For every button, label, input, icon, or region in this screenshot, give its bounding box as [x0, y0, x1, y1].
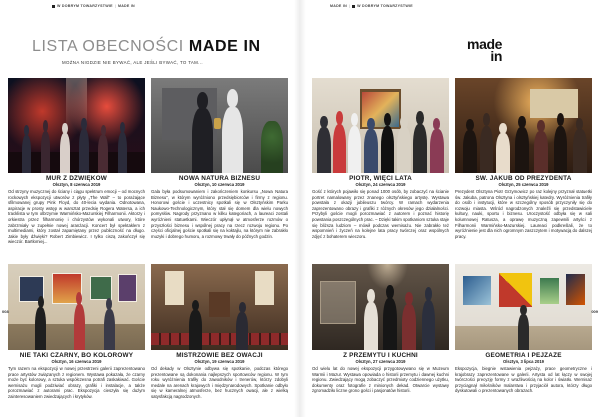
- article-mistrzowie-bez-owacji: [151, 352, 288, 416]
- performer-figure: [98, 135, 108, 173]
- visitor-figure: [422, 300, 436, 350]
- article-nie-taki-czarny: [8, 352, 145, 416]
- person-suit: [192, 108, 213, 173]
- guest-figure: [364, 129, 378, 173]
- article-date: Olsztyn, 3 lipca 2019: [503, 359, 544, 364]
- article-nowa-natura-biznesu: [151, 175, 288, 259]
- guest-figure: [348, 126, 362, 174]
- article-body: Tym razem na ekspozycji w nowej przestrzeni galerii zaprezentowano prace artystów związanych z regionem. Wystawa pokazała, że czarny może być kolorowy, a sztuka współczesna potrafi zaskakiwać. Goście wernisażu mogli podziwiać obrazy, grafiki i instalacje, a także porozmawiać z autorami prac. Ekspozycja cieszyła się dużym zainteresowaniem zwiedzających i krytyków.: [8, 366, 145, 399]
- article-title: ŚW. JAKUB OD PREZYDENTA: [475, 175, 572, 182]
- guest-figure: [381, 126, 395, 174]
- award-statuette: [214, 118, 221, 129]
- window: [165, 271, 184, 305]
- article-date: Olsztyn, 19 czerwca 2019: [194, 359, 245, 364]
- article-title: NIE TAKI CZARNY, BO KOLOROWY: [19, 352, 134, 359]
- guest-figure: [430, 129, 444, 173]
- attendee-figure: [189, 310, 201, 350]
- seat-row: [151, 333, 288, 345]
- page-title: [32, 38, 261, 56]
- header-separator: |: [114, 4, 116, 8]
- photo-gala-hall: [455, 78, 592, 173]
- painting: [499, 273, 532, 307]
- audience-figure: [573, 129, 587, 173]
- article-body: Od strzyny muzycznej do ściany i ciągu spektrum emocji – od mocnych rockowych ekspozycji utworów z płyty „The Wall” – to porażające sfilmowanej grupy Pink Floyd, do 40-lecia wydania. Odnotowana, aspiracje w prosty wstęp w warsztat przedsię Rogera Watersa, a ich tracklista w tym olbrzymie Warmińsko-Mazurskiej Filharmonii. Aktorzy i orkiestra przez filharmonię i chórzystów wykonali utwory, które zabrzmiały w zupełnie nowej aranżacji. Koncert był spektaklem z multimediami, który został zapamiętany przez publiczność na długo. Jakie były dźwięki? Robert Zimbiewicz. I tylko ciszą zakończył się wieczór. Bartłomiej...: [8, 189, 145, 245]
- photo-concert-stage: [8, 78, 145, 173]
- page-number-left: 008: [2, 309, 9, 314]
- article-geometria-i-pejzaze: [455, 352, 592, 416]
- window: [255, 271, 274, 305]
- article-date: Olsztyn, 27 czerwca 2019: [355, 359, 406, 364]
- visitor-figure: [74, 304, 85, 350]
- page-subtitle: MOŻNA NIGDZIE NIE BYWAĆ, ALE JEŚLI BYWAĆ, TO TAM...: [62, 60, 203, 65]
- article-title: MUR Z DŹWIĘKÓW: [45, 175, 107, 182]
- article-body: Gość z których pojawiło się ponad 1000 osób, by zobaczyć na ścianie portret namalowany przez znanego olsztyńskiego artystę. Wystawa powstała z okazji jubileuszu twórcy. W ramach wydarzenia zaprezentowano obrazy i grafiki z różnych okresów jego działalności. Przybyli goście mogli porozmawiać z autorem i poznać historię powstania poszczególnych prac. – Dzięki takim spotkaniom sztuka staje się bliższa ludziom – mówił podczas wernisażu. Nie zabrakło też wspomnień i życzeń na kolejne lata pracy twórczej oraz wspólnych zdjęć z bohaterem wieczoru.: [312, 189, 449, 239]
- article-date: Olsztyn, 25 czerwca 2019: [498, 182, 549, 187]
- speaker-desk: [209, 292, 231, 318]
- article-title: PIOTR, WIĘCI LATA: [349, 175, 412, 182]
- article-title: NOWA NATURA BIZNESU: [178, 175, 261, 182]
- article-sw-jakub: [455, 175, 592, 259]
- audience-figure: [496, 133, 510, 173]
- performer-figure: [60, 133, 70, 173]
- audience-figure: [463, 130, 477, 173]
- audience-figure: [480, 126, 494, 174]
- stage-screen: [530, 89, 578, 118]
- article-date: Olsztyn, 24 czerwca 2019: [355, 182, 406, 187]
- visitor-figure: [104, 309, 115, 350]
- header-square-icon: [52, 5, 55, 8]
- performer-figure: [79, 129, 89, 173]
- article-body: Od dekady w Olsztynie odbywa się spotkanie, podczas którego prezentowane są dokonania najlepszych sportowców regionu. W tym roku wyróżnienia trafiły do zawodników i trenerów, którzy zdobyli medale na arenach krajowych i międzynarodowych. Spotkanie odbyło się w kameralnej atmosferze, bez hucznych owacji, ale z wielką satysfakcją nagrodzonych.: [151, 366, 288, 399]
- visitor-figure: [518, 314, 529, 350]
- article-body: Gala była podsumowaniem i zakończeniem konkursu „Nowa Natura Biznesu”, w którym wyróżniono przedsiębiorców i firmy z regionu. Honorowi goście i uczestnicy spotkali się w Olsztyńskim Parku Naukowo-Technologicznym, który stał się domem dla wielu nowych pomysłów. Nagrody przyznano w kilku kategoriach, a laureaci zostali wyróżnieni statuetkami. Wieczór upłynął w atmosferze rozmów o przyszłości biznesu i wspólnej pracy na rzecz rozwoju regionu. Po części oficjalnej goście spotkali się na koktajlu, na którym nie zabrakło muzyki i dobrego humoru, a rozmowy trwały do późnych godzin.: [151, 189, 288, 239]
- made-in-logo: [458, 38, 502, 62]
- visitor-figure: [35, 307, 46, 350]
- performer-figure: [118, 132, 128, 173]
- audience-figure: [515, 127, 529, 173]
- page-fold: [294, 0, 306, 417]
- photo-exhibition-room: [8, 264, 145, 350]
- header-section: W DOBRYM TOWARZYSTWIE: [57, 4, 113, 8]
- article-body: Ekspozycja, biegnie wstawienia pejzaży, prace geometryczne i krajobrazy zaprezentowane w galerii. Artysta od lat łączy w swojej twórczości precyzję formy z wrażliwością na kolor i światło. Wernisaż przyciągnął miłośników malarstwa i przyjaciół autora, którzy długo dyskutowali o prezentowanych obrazach.: [455, 366, 592, 394]
- header-square-icon: [352, 5, 355, 8]
- article-date: Olsztyn, 8 czerwca 2019: [52, 182, 101, 187]
- photo-award-ceremony: [151, 78, 288, 173]
- running-header-right: [330, 4, 413, 8]
- article-mur-z-dzwiekow: [8, 175, 145, 259]
- running-header-left: [52, 4, 135, 8]
- audience-figure: [534, 131, 548, 173]
- plant: [261, 121, 283, 173]
- title-bold: MADE IN: [188, 38, 261, 55]
- header-separator: |: [348, 4, 351, 8]
- header-brand: MADE IN: [117, 4, 135, 8]
- article-date: Olsztyn, 16 czerwca 2019: [51, 359, 102, 364]
- artwork: [90, 276, 112, 300]
- logo-line-1: made: [467, 36, 502, 52]
- logo-line-2: in: [490, 48, 502, 64]
- guest-figure: [397, 127, 411, 173]
- article-title: GEOMETRIA I PEJZAŻE: [485, 352, 562, 359]
- photo-museum-exhibit: [312, 264, 449, 350]
- header-brand: MADE IN: [330, 4, 347, 8]
- title-light: LISTA OBECNOŚCI: [32, 38, 184, 55]
- visitor-figure: [383, 298, 397, 350]
- article-title: Z PRZEMYTU I KUCHNI: [343, 352, 418, 359]
- performer-figure: [22, 135, 32, 173]
- article-body: Prezydent Olsztyna Piotr Grzymowicz po raz kolejny przyznał statuetki św. Jakuba, patrona Olsztyna i olsztyńskiej katedry. Wyróżnienia trafiły do osób i instytucji, które w szczególny sposób przyczyniły się do rozwoju miasta. Wśród nagrodzonych znaleźli się przedstawiciele kultury, nauki, sportu i biznesu. Uroczystość odbyła się w sali kolumnowej Ratusza, a oprawę muzyczną zapewnili artyści z Filharmonii Warmińsko-Mazurskiej. Laureaci podkreślali, że to wyróżnienie jest dla nich ogromnym zaszczytem i motywacją do dalszej pracy.: [455, 189, 592, 239]
- person-light-shirt: [222, 107, 243, 174]
- guest-figure: [413, 124, 427, 173]
- guest-figure: [333, 124, 347, 173]
- header-section: W DOBRYM TOWARZYSTWIE: [357, 4, 413, 8]
- painting: [540, 278, 559, 304]
- guest-figure: [317, 127, 331, 173]
- article-title: MISTRZOWIE BEZ OWACJI: [176, 352, 263, 359]
- article-body: Od wielu lat do nowej ekspozycji przygotowywano się w Muzeum Warmii i Mazur. Wystawa opowiada o historii przemytu i dawnej kuchni regionu. Zwiedzający mogą zobaczyć przedmioty codziennego użytku, dokumenty oraz fotografie z minionych dekad. Otwarcie wystawy zgromadziło liczne grono gości i pasjonatów historii.: [312, 366, 449, 394]
- display-case: [320, 281, 356, 324]
- photo-gallery-paintings: [455, 264, 592, 350]
- audience-figure: [554, 126, 568, 174]
- article-z-przemytu-i-kuchni: [312, 352, 449, 416]
- photo-ceremony-hall: [151, 264, 288, 350]
- painting: [463, 276, 490, 305]
- attendee-figure: [236, 312, 248, 350]
- article-piotr: [312, 175, 449, 259]
- performer-figure: [41, 131, 51, 173]
- visitor-figure: [364, 302, 378, 350]
- photo-group-portrait: [312, 78, 449, 173]
- painting: [566, 274, 585, 305]
- artwork: [118, 274, 137, 302]
- visitor-figure: [402, 304, 416, 350]
- article-date: Olsztyn, 10 czerwca 2019: [194, 182, 245, 187]
- page-number-right: 009: [591, 309, 598, 314]
